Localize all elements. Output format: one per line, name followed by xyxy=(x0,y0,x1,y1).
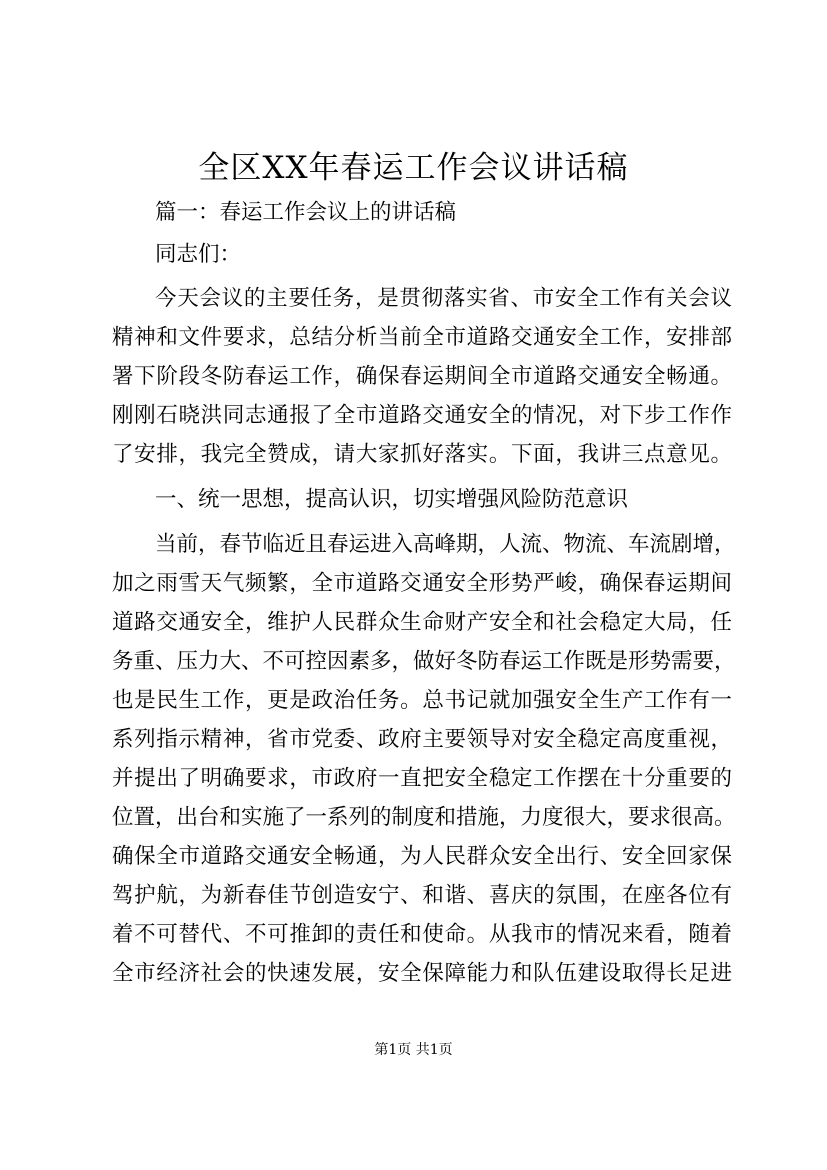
paragraph-line: 全市经济社会的快速发展，安全保障能力和队伍建设取得长足进 xyxy=(112,961,732,986)
paragraph-line: 当前，春节临近且春运进入高峰期，人流、物流、车流剧增， xyxy=(155,532,736,557)
page-number-footer: 第1页 共1页 xyxy=(374,1042,453,1058)
paragraph-line: 署下阶段冬防春运工作，确保春运期间全市道路交通安全畅通。 xyxy=(112,364,732,389)
paragraph-line: 务重、压力大、不可控因素多，做好冬防春运工作既是形势需要， xyxy=(112,649,736,674)
paragraph-line: 并提出了明确要求，市政府一直把安全稳定工作摆在十分重要的 xyxy=(112,766,732,791)
paragraph-line: 也是民生工作，更是政治任务。总书记就加强安全生产工作有一 xyxy=(112,688,732,713)
paragraph-line: 系列指示精神，省市党委、政府主要领导对安全稳定高度重视， xyxy=(112,727,732,752)
paragraph-line: 着不可替代、不可推卸的责任和使命。从我市的情况来看，随着 xyxy=(112,922,732,947)
document-title: 全区XX年春运工作会议讲话稿 xyxy=(198,150,629,186)
paragraph-line: 今天会议的主要任务，是贯彻落实省、市安全工作有关会议 xyxy=(155,286,732,311)
paragraph-line: 确保全市道路交通安全畅通，为人民群众安全出行、安全回家保 xyxy=(112,844,732,869)
paragraph-line: 驾护航，为新春佳节创造安宁、和谐、喜庆的氛围，在座各位有 xyxy=(112,883,732,908)
paragraph-line: 精神和文件要求，总结分析当前全市道路交通安全工作，安排部 xyxy=(112,325,732,350)
paragraph-line: 刚刚石晓洪同志通报了全市道路交通安全的情况，对下步工作作 xyxy=(112,403,732,428)
paragraph-line: 加之雨雪天气频繁，全市道路交通安全形势严峻，确保春运期间 xyxy=(112,571,732,596)
paragraph-line: 道路交通安全，维护人民群众生命财产安全和社会稳定大局，任 xyxy=(112,610,732,635)
paragraph-line: 位置，出台和实施了一系列的制度和措施，力度很大，要求很高。 xyxy=(112,805,736,830)
subsection-heading: 一、统一思想，提高认识，切实增强风险防范意识 xyxy=(155,487,629,512)
section-heading: 篇一：春运工作会议上的讲话稿 xyxy=(155,200,457,225)
paragraph-line: 了安排，我完全赞成，请大家抓好落实。下面，我讲三点意见。 xyxy=(112,442,732,467)
salutation: 同志们： xyxy=(155,242,242,267)
